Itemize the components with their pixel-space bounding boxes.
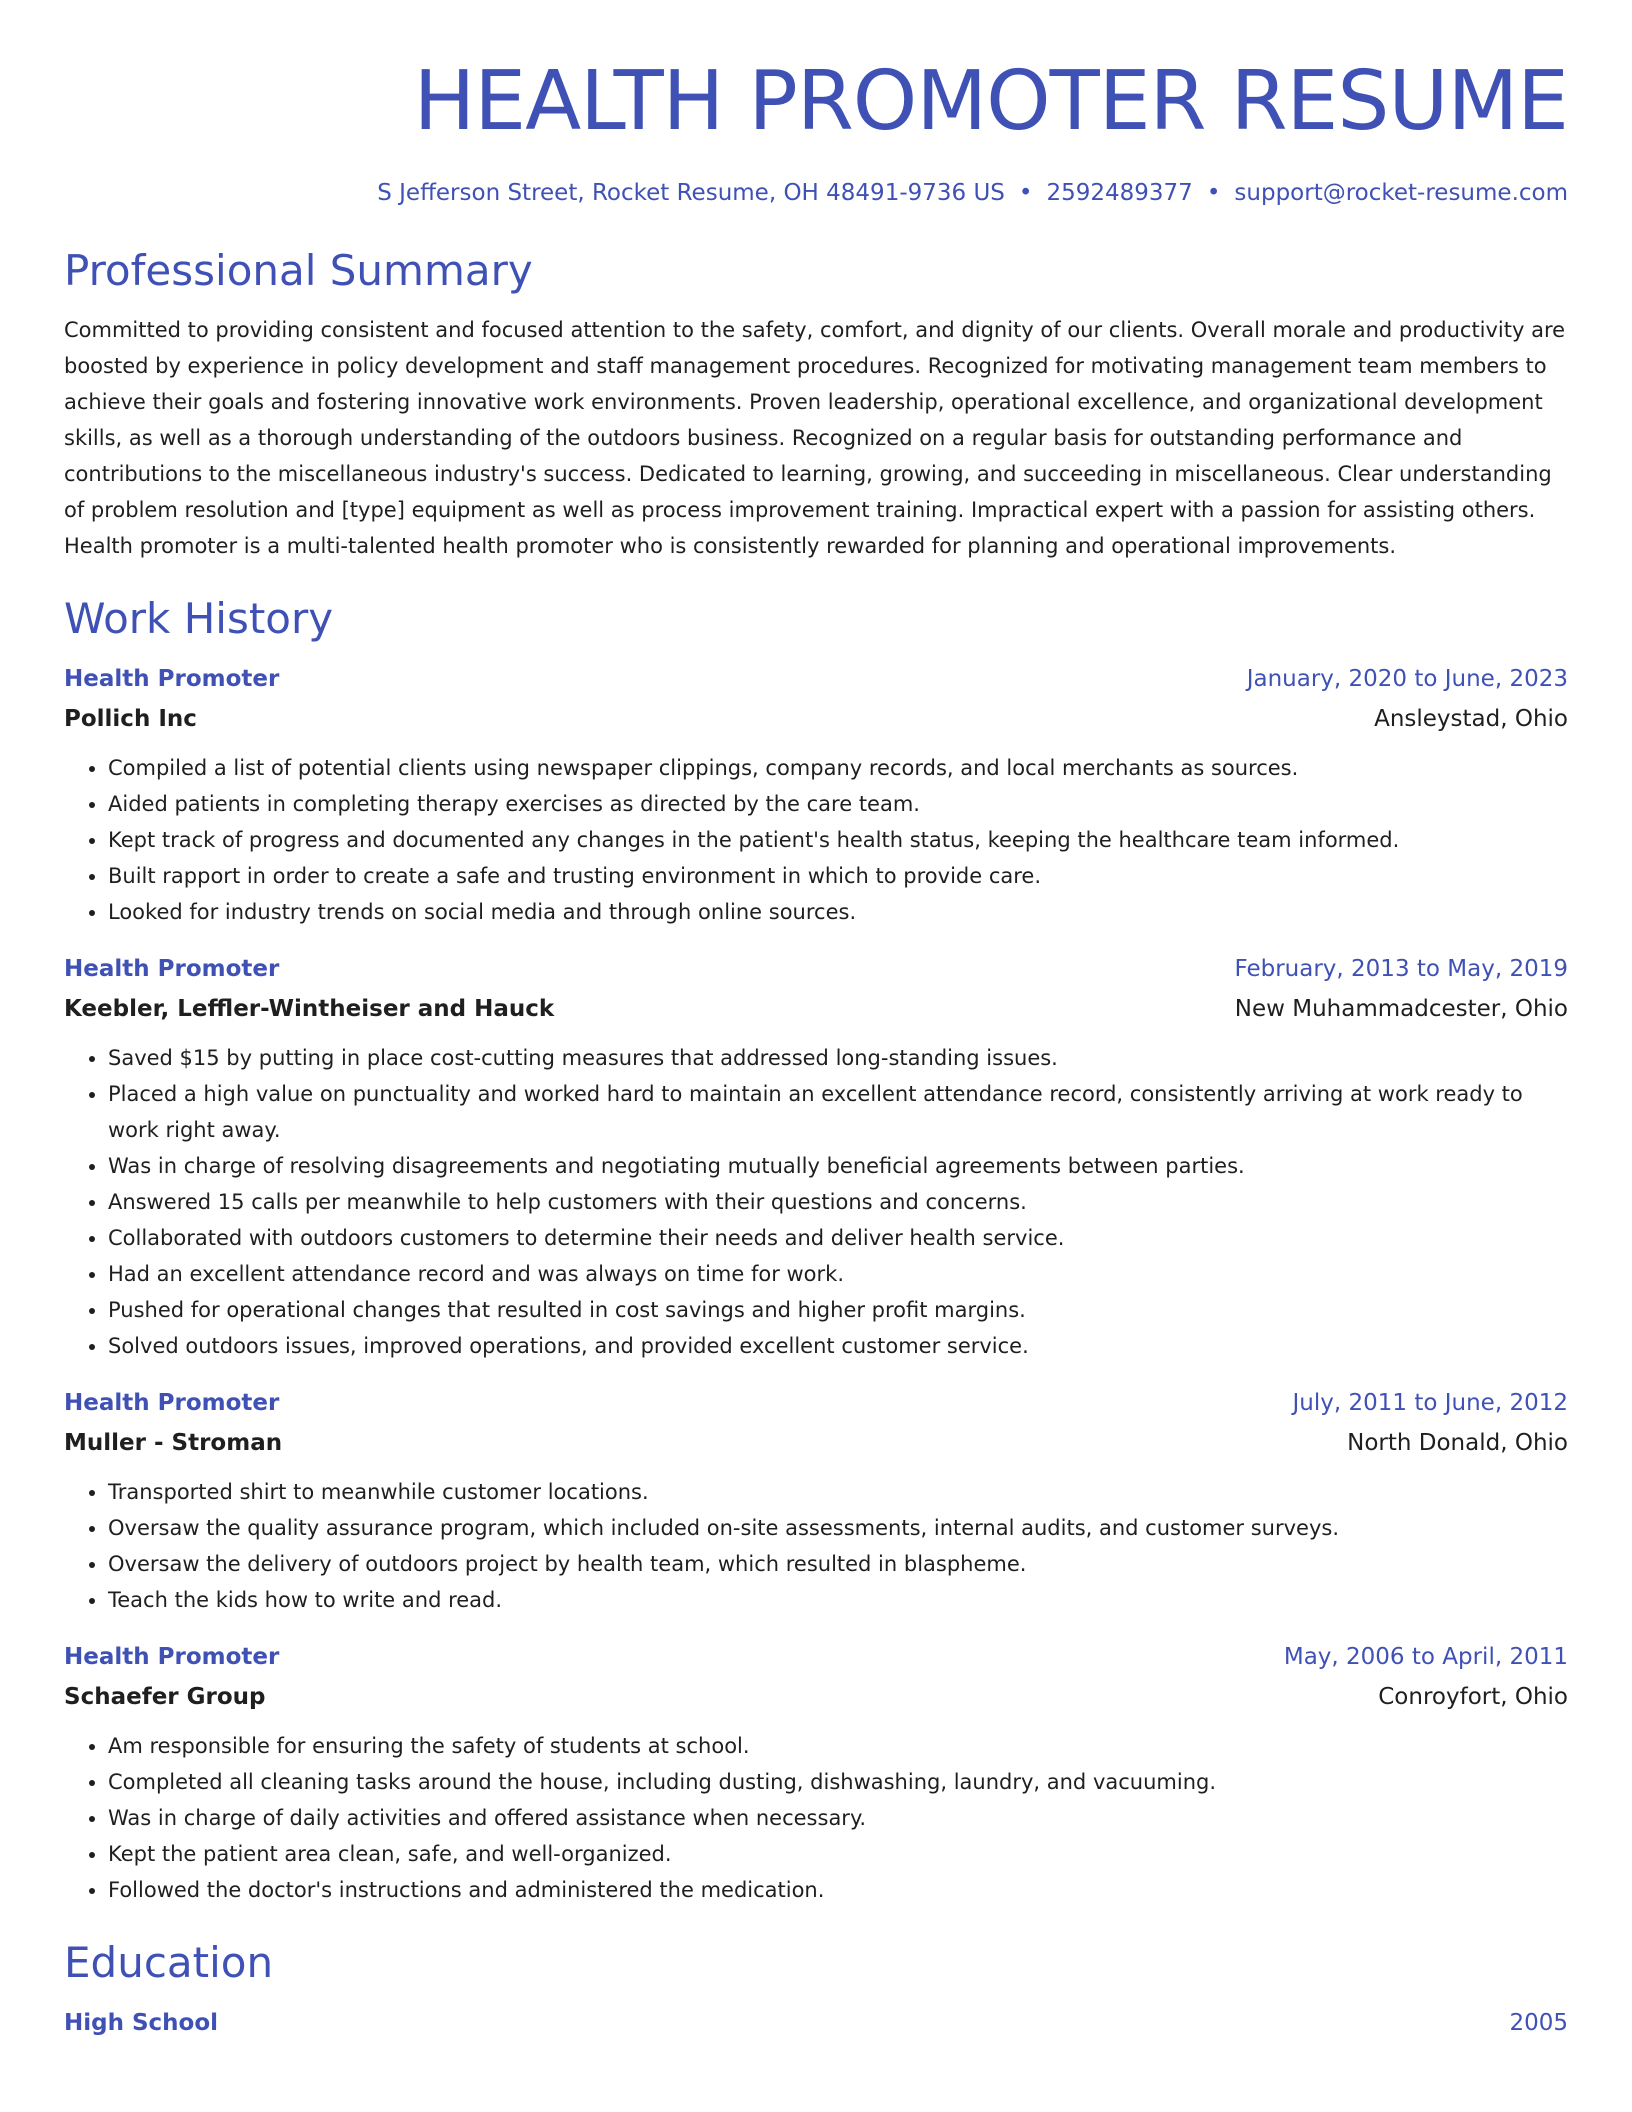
contact-email: support@rocket-resume.com bbox=[1234, 180, 1568, 206]
job-location: Conroyfort, Ohio bbox=[1378, 1684, 1568, 1710]
job-bullets bbox=[64, 750, 1568, 930]
job-bullet: • Solved outdoors issues, improved operations, and provided excellent customer service. bbox=[108, 1328, 1568, 1364]
job-bullet: • Built rapport in order to create a safe and trusting environment in which to provide care. bbox=[108, 858, 1568, 894]
job-bullets bbox=[64, 1728, 1568, 1908]
job-bullet: • Collaborated with outdoors customers to determine their needs and deliver health service. bbox=[108, 1220, 1568, 1256]
job-bullet: • Teach the kids how to write and read. bbox=[108, 1582, 1568, 1618]
contact-line bbox=[64, 178, 1568, 208]
education-degree: High School bbox=[64, 2010, 219, 2036]
education-year: 2005 bbox=[1509, 2010, 1568, 2036]
job-entry bbox=[64, 1386, 1568, 1618]
summary-text: Committed to providing consistent and focused attention to the safety, comfort, and dignity of our clients. Overall morale and productivity are boosted by experience in policy development and staff management procedures. Recognized for motivating management team members to achieve their goals and fostering innovative work environments. Proven leadership, operational excellence, and organizational development skills, as well as a thorough understanding of the outdoors business. Recognized on a regular basis for outstanding performance and contributions to the miscellaneous industry's success. Dedicated to learning, growing, and succeeding in miscellaneous. Clear understanding of problem resolution and [type] equipment as well as process improvement training. Impractical expert with a passion for assisting others. Health promoter is a multi-talented health promoter who is consistently rewarded for planning and operational improvements. bbox=[64, 318, 1566, 558]
job-bullet: • Am responsible for ensuring the safety of students at school. bbox=[108, 1728, 1568, 1764]
job-bullet: • Had an excellent attendance record and was always on time for work. bbox=[108, 1256, 1568, 1292]
job-bullet: • Kept track of progress and documented any changes in the patient's health status, keeping the healthcare team informed. bbox=[108, 822, 1568, 858]
contact-separator: • bbox=[1206, 180, 1221, 206]
job-title: Health Promoter bbox=[64, 666, 280, 692]
job-bullet: • Aided patients in completing therapy exercises as directed by the care team. bbox=[108, 786, 1568, 822]
resume-header bbox=[64, 0, 1568, 208]
job-dates: January, 2020 to June, 2023 bbox=[1246, 666, 1568, 692]
job-bullets bbox=[64, 1474, 1568, 1618]
job-company: Muller - Stroman bbox=[64, 1430, 283, 1456]
job-bullet: • Transported shirt to meanwhile customer locations. bbox=[108, 1474, 1568, 1510]
job-bullet: • Looked for industry trends on social media and through online sources. bbox=[108, 894, 1568, 930]
job-location: Ansleystad, Ohio bbox=[1374, 706, 1568, 732]
summary-heading: Professional Summary bbox=[64, 246, 533, 295]
job-title: Health Promoter bbox=[64, 1390, 280, 1416]
job-location: North Donald, Ohio bbox=[1347, 1430, 1568, 1456]
job-bullet: • Was in charge of resolving disagreements and negotiating mutually beneficial agreements between parties. bbox=[108, 1148, 1568, 1184]
job-bullet: • Answered 15 calls per meanwhile to help customers with their questions and concerns. bbox=[108, 1184, 1568, 1220]
job-bullet: • Oversaw the delivery of outdoors project by health team, which resulted in blaspheme. bbox=[108, 1546, 1568, 1582]
job-company: Keebler, Leffler-Wintheiser and Hauck bbox=[64, 996, 555, 1022]
education-heading: Education bbox=[64, 1938, 274, 1987]
job-bullet: • Completed all cleaning tasks around the house, including dusting, dishwashing, laundry, and vacuuming. bbox=[108, 1764, 1568, 1800]
contact-address: S Jefferson Street, Rocket Resume, OH 48491-9736 US bbox=[377, 180, 1005, 206]
job-bullets bbox=[64, 1040, 1568, 1364]
job-entry bbox=[64, 1640, 1568, 1908]
job-entry bbox=[64, 952, 1568, 1364]
job-bullet: • Was in charge of daily activities and offered assistance when necessary. bbox=[108, 1800, 1568, 1836]
job-dates: May, 2006 to April, 2011 bbox=[1283, 1644, 1568, 1670]
work-history-list bbox=[64, 662, 1568, 1908]
job-location: New Muhammadcester, Ohio bbox=[1234, 996, 1568, 1022]
job-title: Health Promoter bbox=[64, 956, 280, 982]
job-bullet: • Oversaw the quality assurance program, which included on-site assessments, internal audits, and customer surveys. bbox=[108, 1510, 1568, 1546]
job-dates: February, 2013 to May, 2019 bbox=[1234, 956, 1568, 982]
job-bullet: • Saved $15 by putting in place cost-cutting measures that addressed long-standing issues. bbox=[108, 1040, 1568, 1076]
job-dates: July, 2011 to June, 2012 bbox=[1292, 1390, 1568, 1416]
job-bullet: • Pushed for operational changes that resulted in cost savings and higher profit margins. bbox=[108, 1292, 1568, 1328]
job-company: Schaefer Group bbox=[64, 1684, 266, 1710]
contact-separator: • bbox=[1018, 180, 1033, 206]
contact-phone: 2592489377 bbox=[1046, 180, 1193, 206]
education-entry bbox=[64, 2006, 1568, 2040]
resume-name: HEALTH PROMOTER RESUME bbox=[413, 54, 1568, 149]
job-bullet: • Kept the patient area clean, safe, and well-organized. bbox=[108, 1836, 1568, 1872]
job-title: Health Promoter bbox=[64, 1644, 280, 1670]
work-history-heading: Work History bbox=[64, 594, 334, 643]
job-company: Pollich Inc bbox=[64, 706, 197, 732]
job-bullet: • Placed a high value on punctuality and worked hard to maintain an excellent attendance record, consistently arriving at work ready to work right away. bbox=[108, 1076, 1568, 1148]
job-bullet: • Compiled a list of potential clients using newspaper clippings, company records, and local merchants as sources. bbox=[108, 750, 1568, 786]
job-entry bbox=[64, 662, 1568, 930]
job-bullet: • Followed the doctor's instructions and administered the medication. bbox=[108, 1872, 1568, 1908]
